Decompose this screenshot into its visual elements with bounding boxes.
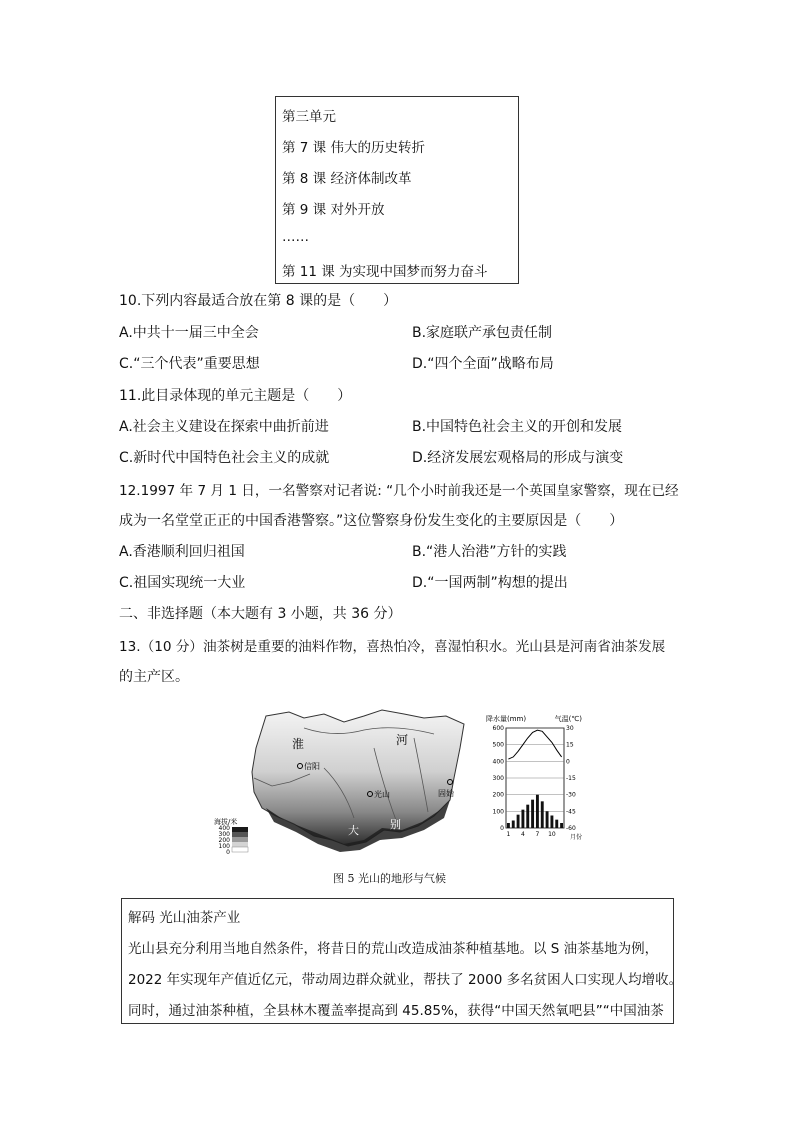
chart-left-tick: 100 xyxy=(492,808,504,816)
chart-x-tick: 10 xyxy=(548,831,556,838)
chart-right-tick: -45 xyxy=(566,808,576,816)
toc-lesson: 第 7 课 伟大的历史转折 xyxy=(282,140,425,156)
toc-lesson: 第 9 课 对外开放 xyxy=(282,202,385,218)
chart-left-tick: 600 xyxy=(492,725,504,732)
toc-box xyxy=(275,96,519,284)
map-label-xinyang: 信阳 xyxy=(304,762,320,771)
map-label-da: 大 xyxy=(348,824,359,837)
toc-lesson: 第 11 课 为实现中国梦而努力奋斗 xyxy=(282,264,488,280)
info-line: 光山县充分利用当地自然条件，将昔日的荒山改造成油茶种植基地。以 S 油茶基地为例， xyxy=(128,941,659,957)
q12-option-b: B.“港人治港”方针的实践 xyxy=(412,544,567,560)
q12-option-c: C.祖国实现统一大业 xyxy=(119,575,246,591)
legend-tick: 200 xyxy=(218,837,230,844)
precip-bar xyxy=(521,810,524,828)
q12-option-a: A.香港顺利回归祖国 xyxy=(119,544,245,560)
section-heading: 二、非选择题（本大题有 3 小题，共 36 分） xyxy=(119,606,402,622)
toc-lesson: 第 8 课 经济体制改革 xyxy=(282,171,412,187)
q11-option-d: D.经济发展宏观格局的形成与演变 xyxy=(412,450,624,466)
q10-option-d: D.“四个全面”战略布局 xyxy=(412,356,554,372)
precip-bar xyxy=(560,823,563,828)
q11-option-c: C.新时代中国特色社会主义的成就 xyxy=(119,450,330,466)
legend-swatch xyxy=(232,837,248,842)
legend-swatch xyxy=(232,847,248,852)
info-box xyxy=(121,898,683,1024)
q13-line2: 的主产区。 xyxy=(119,669,189,685)
legend-title: 海拔/米 xyxy=(214,818,238,826)
chart-right-tick: -30 xyxy=(566,791,576,799)
chart-ylabel-right: 气温(℃) xyxy=(554,715,582,723)
q11-option-a: A.社会主义建设在探索中曲折前进 xyxy=(119,419,329,435)
precip-bar xyxy=(512,821,515,829)
chart-left-tick: 0 xyxy=(500,825,504,832)
map-label-huai: 淮 xyxy=(292,737,305,751)
climate-chart xyxy=(484,712,584,842)
map-label-bie: 别 xyxy=(390,818,401,831)
map-label-gushi: 固始 xyxy=(438,789,454,798)
chart-left-tick: 500 xyxy=(492,741,504,749)
precip-bar xyxy=(531,800,534,828)
q12-stem-line2: 成为一名堂堂正正的中国香港警察。”这位警察身份发生变化的主要原因是（ ） xyxy=(119,513,624,529)
chart-right-tick: 0 xyxy=(566,758,570,766)
chart-x-tick: 4 xyxy=(521,831,525,838)
precip-bar xyxy=(555,820,558,828)
precip-bar xyxy=(550,816,553,829)
q11-stem: 11.此目录体现的单元主题是（ ） xyxy=(119,388,352,404)
chart-x-tick: 1 xyxy=(506,831,511,838)
info-line: 同时，通过油茶种植，全县林木覆盖率提高到 45.85%，获得“中国天然氧吧县”“中国油茶 xyxy=(128,1003,664,1019)
legend-tick: 300 xyxy=(218,831,230,838)
info-line: 2022 年实现年产值近亿元，带动周边群众就业，帮扶了 2000 多名贫困人口实现人均增收。 xyxy=(128,972,683,988)
info-title: 解码 光山油茶产业 xyxy=(128,910,241,926)
legend-swatch xyxy=(232,827,248,832)
chart-right-tick: -60 xyxy=(566,825,576,832)
legend-tick: 400 xyxy=(218,825,230,832)
chart-right-tick: -15 xyxy=(566,775,576,782)
legend-swatch xyxy=(232,832,248,837)
chart-right-tick: 30 xyxy=(566,725,574,732)
precip-bar xyxy=(507,823,510,828)
map-label-guangshan: 光山 xyxy=(374,790,390,799)
q13-line1: 13.（10 分）油茶树是重要的油料作物，喜热怕冷，喜湿怕积水。光山县是河南省油茶发展 xyxy=(119,639,666,655)
elevation-legend xyxy=(214,816,258,856)
map-label-he: 河 xyxy=(396,733,409,747)
legend-tick: 100 xyxy=(218,843,230,850)
toc-unit: 第三单元 xyxy=(282,109,336,125)
q10-option-c: C.“三个代表”重要思想 xyxy=(119,356,260,372)
chart-x-tick: 7 xyxy=(535,831,540,838)
chart-left-tick: 200 xyxy=(492,791,504,799)
q10-option-a: A.中共十一届三中全会 xyxy=(119,325,259,341)
precip-bar xyxy=(536,795,539,828)
q10-stem: 10.下列内容最适合放在第 8 课的是（ ） xyxy=(119,293,398,309)
figure-caption: 图 5 光山的地形与气候 xyxy=(333,872,446,885)
precip-bar xyxy=(546,811,549,828)
chart-right-tick: 15 xyxy=(566,741,574,749)
q11-option-b: B.中国特色社会主义的开创和发展 xyxy=(412,419,623,435)
legend-swatch xyxy=(232,842,248,847)
chart-left-tick: 400 xyxy=(492,758,504,766)
precip-bar xyxy=(526,805,529,828)
q12-option-d: D.“一国两制”构想的提出 xyxy=(412,575,568,591)
chart-left-tick: 300 xyxy=(492,775,504,782)
precip-bar xyxy=(517,815,520,828)
precip-bar xyxy=(541,801,544,828)
q10-option-b: B.家庭联产承包责任制 xyxy=(412,325,553,341)
q12-stem-line1: 12.1997 年 7 月 1 日，一名警察对记者说: “几个小时前我还是一个英国皇家警察，现在已经 xyxy=(119,483,679,499)
chart-xlabel: 月份 xyxy=(570,834,583,841)
legend-tick: 0 xyxy=(226,849,230,856)
chart-ylabel-left: 降水量(mm) xyxy=(486,715,527,723)
toc-ellipsis: …… xyxy=(282,229,309,245)
